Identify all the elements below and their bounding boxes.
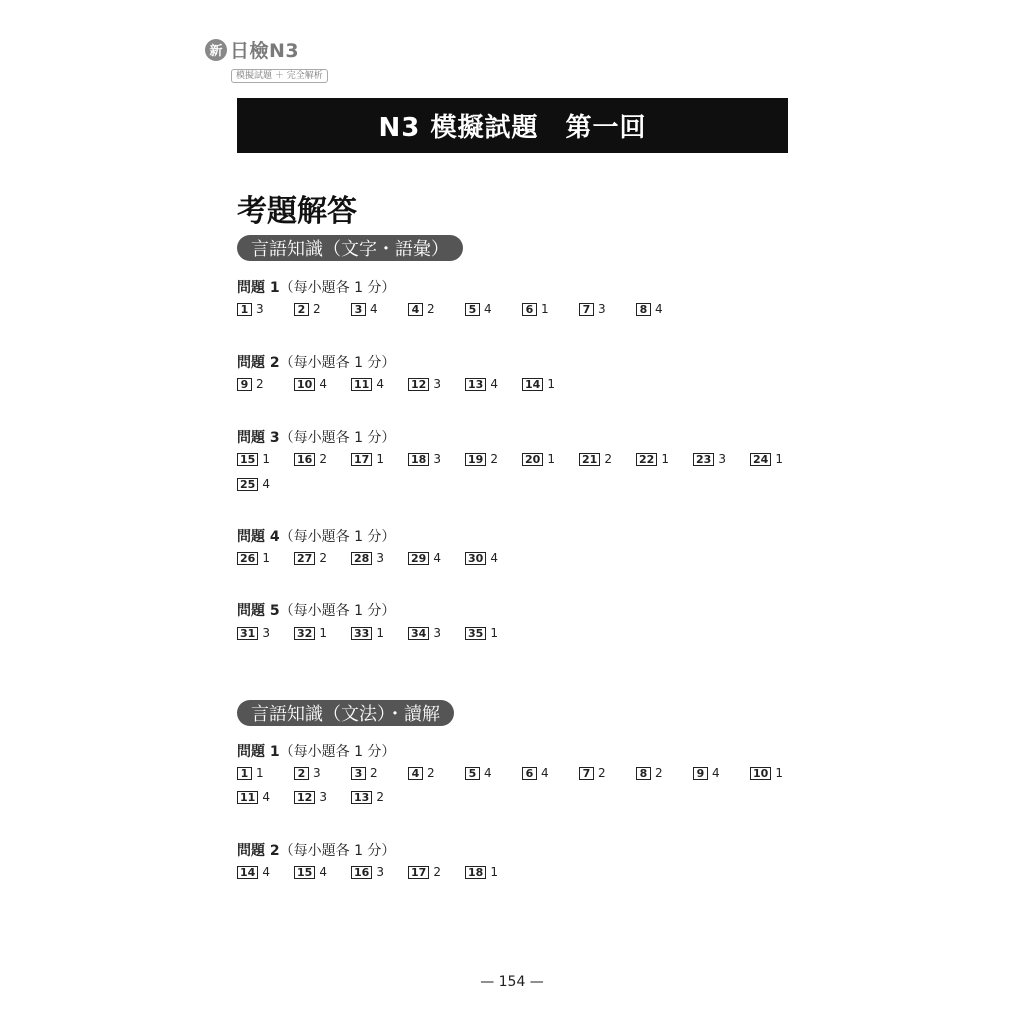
answer-value: 2 xyxy=(598,766,606,780)
answer-item xyxy=(237,626,270,640)
answer-value: 4 xyxy=(541,766,549,780)
answer-value: 1 xyxy=(262,452,270,466)
answer-value: 4 xyxy=(484,766,492,780)
page-number: — 154 — xyxy=(480,974,544,990)
answer-item xyxy=(579,452,612,466)
question-group-note: （每小題各 1 分） xyxy=(279,355,396,371)
question-group-name: 問題 2 xyxy=(237,355,280,371)
question-number-box: 25 xyxy=(237,478,258,491)
question-number-box: 22 xyxy=(636,453,657,466)
question-group-title xyxy=(237,600,395,620)
answer-item xyxy=(351,452,384,466)
question-number-box: 2 xyxy=(294,303,309,316)
answer-item xyxy=(750,766,783,780)
question-number-box: 11 xyxy=(351,378,372,391)
answer-value: 4 xyxy=(262,477,270,491)
answer-value: 4 xyxy=(319,865,327,879)
question-number-box: 30 xyxy=(465,552,486,565)
answer-item xyxy=(408,377,441,391)
answer-item xyxy=(294,626,327,640)
answer-item xyxy=(522,766,549,780)
answer-item xyxy=(636,766,663,780)
page-heading: 考題解答 xyxy=(237,194,357,229)
question-number-box: 6 xyxy=(522,767,537,780)
answer-item xyxy=(294,551,327,565)
question-number-box: 29 xyxy=(408,552,429,565)
answer-value: 2 xyxy=(427,302,435,316)
question-number-box: 33 xyxy=(351,627,372,640)
answer-value: 4 xyxy=(484,302,492,316)
answer-value: 4 xyxy=(262,790,270,804)
answer-item xyxy=(351,302,378,316)
answer-value: 3 xyxy=(433,626,441,640)
question-group-name: 問題 3 xyxy=(237,430,280,446)
brand-badge: 新 xyxy=(205,39,227,61)
answer-value: 1 xyxy=(547,452,555,466)
question-group-title xyxy=(237,352,395,372)
answer-value: 3 xyxy=(319,790,327,804)
answer-value: 2 xyxy=(433,865,441,879)
answer-item xyxy=(294,452,327,466)
question-number-box: 2 xyxy=(294,767,309,780)
answer-value: 3 xyxy=(313,766,321,780)
answer-value: 2 xyxy=(655,766,663,780)
answer-item xyxy=(237,377,264,391)
answer-item xyxy=(465,766,492,780)
answer-value: 4 xyxy=(655,302,663,316)
answer-value: 1 xyxy=(661,452,669,466)
brand-title: 日檢N3 xyxy=(230,40,300,62)
question-number-box: 18 xyxy=(465,866,486,879)
answer-value: 1 xyxy=(376,626,384,640)
answer-item xyxy=(465,551,498,565)
answer-value: 1 xyxy=(319,626,327,640)
section-label-vocabulary: 言語知識（文字・語彙） xyxy=(237,235,463,261)
question-group-note: （每小題各 1 分） xyxy=(279,603,396,619)
answer-value: 2 xyxy=(319,452,327,466)
answer-value: 1 xyxy=(541,302,549,316)
question-number-box: 17 xyxy=(408,866,429,879)
answer-item xyxy=(408,865,441,879)
question-number-box: 10 xyxy=(750,767,771,780)
question-group-note: （每小題各 1 分） xyxy=(279,430,396,446)
answer-value: 4 xyxy=(319,377,327,391)
question-group-title xyxy=(237,741,395,761)
answer-value: 4 xyxy=(376,377,384,391)
answer-value: 3 xyxy=(256,302,264,316)
question-number-box: 14 xyxy=(522,378,543,391)
answer-item xyxy=(465,626,498,640)
question-group-note: （每小題各 1 分） xyxy=(279,744,396,760)
answer-item xyxy=(237,302,264,316)
answer-item xyxy=(636,452,669,466)
question-group-name: 問題 1 xyxy=(237,744,280,760)
question-number-box: 15 xyxy=(294,866,315,879)
question-number-box: 23 xyxy=(693,453,714,466)
answer-value: 1 xyxy=(547,377,555,391)
answer-item xyxy=(294,865,327,879)
question-number-box: 9 xyxy=(237,378,252,391)
answer-item xyxy=(636,302,663,316)
answer-value: 4 xyxy=(490,377,498,391)
question-number-box: 14 xyxy=(237,866,258,879)
answer-value: 2 xyxy=(490,452,498,466)
answer-value: 1 xyxy=(262,551,270,565)
answer-item xyxy=(351,790,384,804)
answer-value: 3 xyxy=(376,865,384,879)
answer-item xyxy=(294,377,327,391)
question-number-box: 18 xyxy=(408,453,429,466)
question-number-box: 10 xyxy=(294,378,315,391)
question-number-box: 34 xyxy=(408,627,429,640)
answer-value: 3 xyxy=(376,551,384,565)
answer-item xyxy=(294,790,327,804)
question-number-box: 35 xyxy=(465,627,486,640)
question-group-title xyxy=(237,840,395,860)
question-number-box: 1 xyxy=(237,303,252,316)
answer-value: 4 xyxy=(490,551,498,565)
brand-subtitle: 模擬試題 ＋ 完全解析 xyxy=(231,69,328,83)
question-number-box: 13 xyxy=(465,378,486,391)
question-number-box: 11 xyxy=(237,791,258,804)
answer-item xyxy=(579,766,606,780)
answer-item xyxy=(693,766,720,780)
answer-value: 4 xyxy=(433,551,441,565)
question-group-title xyxy=(237,427,395,447)
title-banner: N3 模擬試題 第一回 xyxy=(237,98,788,153)
answer-item xyxy=(408,626,441,640)
answer-value: 1 xyxy=(775,766,783,780)
answer-value: 4 xyxy=(262,865,270,879)
question-number-box: 4 xyxy=(408,303,423,316)
answer-value: 1 xyxy=(490,865,498,879)
question-group-title xyxy=(237,526,395,546)
answer-value: 3 xyxy=(718,452,726,466)
answer-value: 2 xyxy=(427,766,435,780)
question-number-box: 20 xyxy=(522,453,543,466)
question-number-box: 24 xyxy=(750,453,771,466)
question-number-box: 3 xyxy=(351,303,366,316)
answer-value: 1 xyxy=(376,452,384,466)
answer-item xyxy=(237,865,270,879)
question-group-title xyxy=(237,277,395,297)
question-number-box: 28 xyxy=(351,552,372,565)
answer-value: 1 xyxy=(490,626,498,640)
question-number-box: 5 xyxy=(465,767,480,780)
question-number-box: 3 xyxy=(351,767,366,780)
answer-value: 3 xyxy=(262,626,270,640)
answer-value: 2 xyxy=(604,452,612,466)
question-number-box: 21 xyxy=(579,453,600,466)
question-number-box: 16 xyxy=(294,453,315,466)
question-number-box: 4 xyxy=(408,767,423,780)
answer-item xyxy=(522,377,555,391)
answer-value: 2 xyxy=(376,790,384,804)
answer-item xyxy=(237,452,270,466)
question-number-box: 5 xyxy=(465,303,480,316)
question-number-box: 12 xyxy=(408,378,429,391)
section-label-grammar-reading: 言語知識（文法）・讀解 xyxy=(237,700,454,726)
question-number-box: 16 xyxy=(351,866,372,879)
answer-item xyxy=(579,302,606,316)
answer-item xyxy=(522,302,549,316)
answer-value: 3 xyxy=(433,452,441,466)
question-group-note: （每小題各 1 分） xyxy=(279,843,396,859)
question-number-box: 19 xyxy=(465,453,486,466)
answer-value: 3 xyxy=(433,377,441,391)
question-number-box: 27 xyxy=(294,552,315,565)
answer-item xyxy=(237,477,270,491)
answer-item xyxy=(408,766,435,780)
answer-value: 4 xyxy=(712,766,720,780)
answer-value: 2 xyxy=(370,766,378,780)
answer-item xyxy=(408,302,435,316)
answer-value: 1 xyxy=(775,452,783,466)
answer-item xyxy=(351,377,384,391)
answer-item xyxy=(750,452,783,466)
question-group-name: 問題 5 xyxy=(237,603,280,619)
answer-item xyxy=(351,766,378,780)
answer-item xyxy=(351,551,384,565)
question-group-note: （每小題各 1 分） xyxy=(279,280,396,296)
question-group-name: 問題 2 xyxy=(237,843,280,859)
answer-value: 2 xyxy=(319,551,327,565)
book-brand xyxy=(205,36,328,83)
answer-value: 2 xyxy=(256,377,264,391)
answer-item xyxy=(237,766,264,780)
answer-value: 3 xyxy=(598,302,606,316)
question-group-name: 問題 4 xyxy=(237,529,280,545)
answer-item xyxy=(693,452,726,466)
answer-item xyxy=(465,377,498,391)
question-number-box: 6 xyxy=(522,303,537,316)
question-number-box: 15 xyxy=(237,453,258,466)
answer-item xyxy=(351,865,384,879)
answer-value: 4 xyxy=(370,302,378,316)
question-number-box: 9 xyxy=(693,767,708,780)
question-group-name: 問題 1 xyxy=(237,280,280,296)
question-number-box: 8 xyxy=(636,303,651,316)
answer-item xyxy=(294,302,321,316)
question-number-box: 32 xyxy=(294,627,315,640)
question-number-box: 12 xyxy=(294,791,315,804)
answer-value: 2 xyxy=(313,302,321,316)
answer-item xyxy=(522,452,555,466)
answer-item xyxy=(294,766,321,780)
question-number-box: 8 xyxy=(636,767,651,780)
question-number-box: 26 xyxy=(237,552,258,565)
question-number-box: 31 xyxy=(237,627,258,640)
question-number-box: 7 xyxy=(579,303,594,316)
question-number-box: 13 xyxy=(351,791,372,804)
answer-item xyxy=(237,790,270,804)
answer-value: 1 xyxy=(256,766,264,780)
answer-item xyxy=(465,865,498,879)
question-number-box: 1 xyxy=(237,767,252,780)
answer-item xyxy=(351,626,384,640)
answer-item xyxy=(465,302,492,316)
answer-item xyxy=(465,452,498,466)
answer-item xyxy=(237,551,270,565)
answer-item xyxy=(408,551,441,565)
question-number-box: 17 xyxy=(351,453,372,466)
question-number-box: 7 xyxy=(579,767,594,780)
answer-item xyxy=(408,452,441,466)
question-group-note: （每小題各 1 分） xyxy=(279,529,396,545)
